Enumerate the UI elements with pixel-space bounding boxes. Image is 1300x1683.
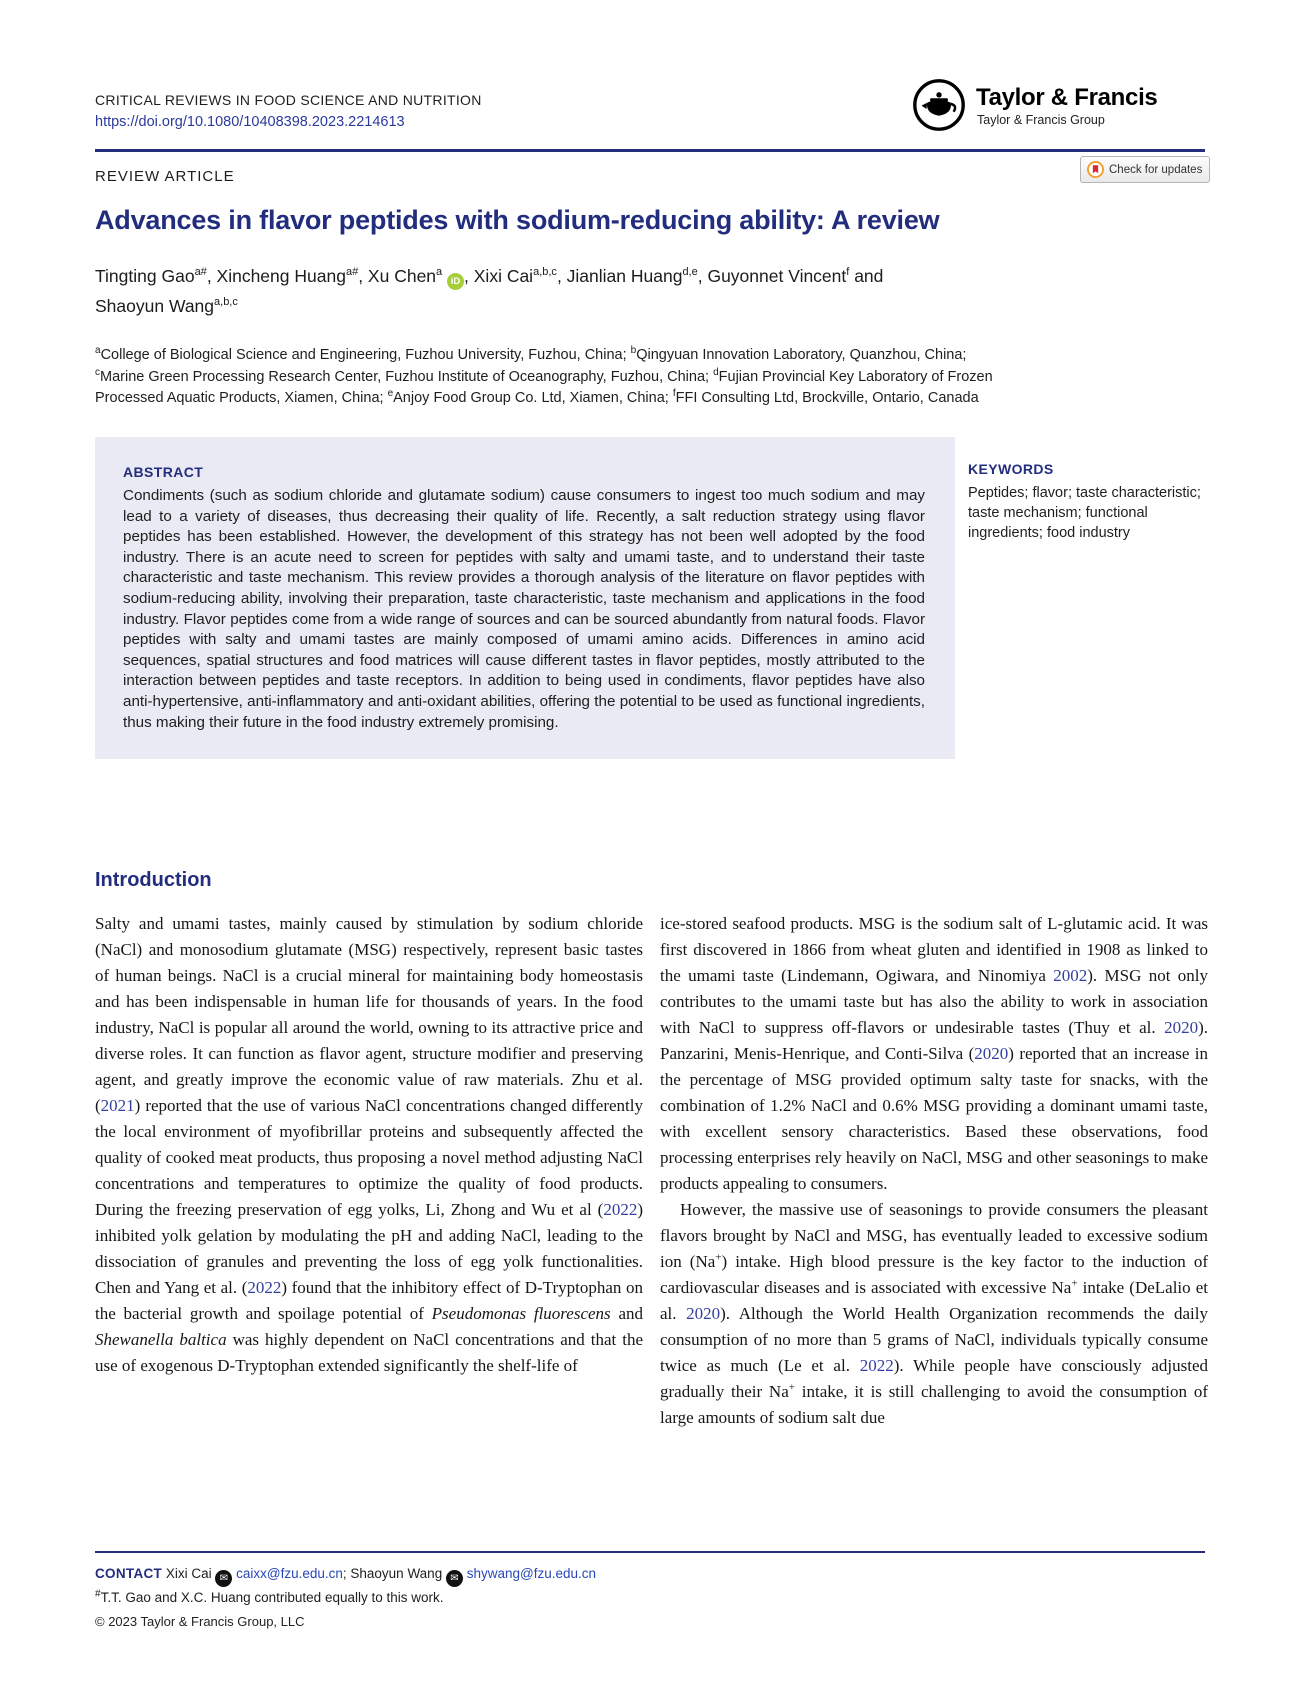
citation-panzarini-2020[interactable]: 2020 <box>974 1044 1009 1063</box>
text-segment: d,e <box>682 266 698 279</box>
email-link-caixx[interactable]: caixx@fzu.edu.cn <box>236 1566 343 1581</box>
text-segment: Fujian Provincial Key Laboratory of Frozen <box>718 368 993 385</box>
envelope-icon: ✉ <box>446 1570 463 1587</box>
paragraph <box>660 1197 1208 1431</box>
text-segment: ). MSG not only contributes to the umami taste but has also the ability to work in association with NaCl to suppress off-flavors or undesirable tastes (Thuy et al. <box>660 966 1208 1037</box>
text-segment: b <box>630 345 637 357</box>
affiliation-line <box>95 388 1215 410</box>
text-segment: + <box>1071 1277 1078 1290</box>
text-segment: , Guyonnet Vincent <box>697 266 847 286</box>
copyright-notice: © 2023 Taylor & Francis Group, LLC <box>95 1614 305 1629</box>
text-segment: ). Although the World Health Organization recommends the daily consumption of no more than 5 grams of NaCl, individuals typically consume twice as much (Le et al. <box>660 1304 1208 1375</box>
taylor-francis-logo <box>912 78 966 132</box>
body-column-left <box>95 911 643 1379</box>
text-segment: ; Shaoyun Wang <box>342 1566 446 1581</box>
text-segment: c <box>95 366 100 378</box>
citation-le-2022[interactable]: 2022 <box>859 1356 894 1375</box>
text-segment: College of Biological Science and Engineering, Fuzhou University, Fuzhou, China; <box>100 347 631 363</box>
check-for-updates-button[interactable] <box>1080 156 1210 183</box>
text-segment: f <box>846 266 850 279</box>
header-divider <box>95 149 1205 152</box>
author-list-line2 <box>95 296 1255 317</box>
citation-delalio-2020[interactable]: 2020 <box>686 1304 721 1323</box>
introduction-heading: Introduction <box>95 869 212 891</box>
author-list-line1 <box>95 266 1255 290</box>
keywords-label: KEYWORDS <box>968 461 1054 477</box>
text-segment: Tingting Gao <box>95 266 195 286</box>
keywords-text: Peptides; flavor; taste characteristic; taste mechanism; functional ingredients; food industry <box>968 485 1201 541</box>
text-segment: ice-stored seafood products. MSG is the sodium salt of L-glutamic acid. It was first discovered in 1866 from wheat gluten and identified in 1908 as linked to the umami taste (Lindemann, Ogiwara, and Ninomiya <box>660 914 1208 985</box>
page-title: Advances in flavor peptides with sodium-reducing ability: A review <box>95 205 940 235</box>
text-segment: , Jianlian Huang <box>556 266 683 286</box>
text-segment: a <box>436 266 443 279</box>
text-segment: ) reported that the use of various NaCl concentrations changed differently the local environment of myofibrillar proteins and subsequently affected the quality of cooked meat products, thus proposing a novel method adjusting NaCl concentrations and temperatures to optimize the quality of food products. During the freezing preservation of egg yolks, Li, Zhong and Wu et al ( <box>95 1096 643 1219</box>
article-type-label: REVIEW ARTICLE <box>95 168 235 185</box>
text-segment: e <box>387 388 394 400</box>
text-segment: ) inhibited yolk gelation by modulating the pH and adding NaCl, leading to the dissociation of granules and preventing the loss of egg yolk functionalities. Chen and Yang et al. ( <box>95 1200 643 1297</box>
affiliation-line <box>95 367 1215 389</box>
citation-thuy-2020[interactable]: 2020 <box>1164 1018 1199 1037</box>
text-segment: a# <box>345 266 359 279</box>
text-segment: ). While people have consciously adjusted gradually their Na <box>660 1356 1209 1401</box>
text-segment: ) found that the inhibitory effect of D-Tryptophan on the bacterial growth and spoilage potential of <box>95 1278 643 1323</box>
citation-zhu-2021[interactable]: 2021 <box>100 1096 135 1115</box>
text-segment: + <box>715 1251 722 1264</box>
journal-name: CRITICAL REVIEWS IN FOOD SCIENCE AND NUTRITION <box>95 92 482 108</box>
text-segment: Processed Aquatic Products, Xiamen, China; <box>95 390 388 406</box>
text-segment: Qingyuan Innovation Laboratory, Quanzhou, China; <box>636 347 967 363</box>
text-segment: and <box>610 1304 643 1323</box>
text-segment: was highly dependent on NaCl concentrations and that the use of exogenous D-Tryptophan extended significantly the shelf-life of <box>95 1330 643 1375</box>
text-segment: a# <box>194 266 207 279</box>
contact-label: CONTACT <box>95 1566 163 1581</box>
citation-li-2022[interactable]: 2022 <box>603 1200 638 1219</box>
abstract-text: Condiments (such as sodium chloride and glutamate sodium) cause consumers to ingest too much sodium and may lead to a variety of diseases, thus decreasing their quality of life. Recently, a salt reduction strategy using flavor peptides has been established. However, the development of this strategy has not been well adopted by the food industry. There is an acute need to screen for peptides with salty and umami taste, and to understand their taste characteristic and taste mechanism. This review provides a thorough analysis of the literature on flavor peptides with sodium-reducing ability, involving their preparation, taste characteristic, taste mechanism and applications in the food industry. Flavor peptides come from a wide range of sources and can be sourced abundantly from natural foods. Flavor peptides with salty and umami tastes are mainly composed of umami amino acids. Differences in amino acid sequences, spatial structures and food matrices will cause different tastes in flavor peptides, mostly attributed to the interaction between peptides and taste receptors. In addition to being used in condiments, flavor peptides have also anti-hypertensive, anti-inflammatory and anti-oxidant abilities, offering the potential to be used as functional ingredients, thus making their future in the food industry extremely promising. <box>123 487 925 731</box>
text-segment: However, the massive use of seasonings to provide consumers the pleasant flavors brought by NaCl and MSG, has eventually leaded to excessive sodium ion (Na <box>660 1200 1208 1271</box>
text-segment: a,b,c <box>214 296 238 309</box>
text-segment: d <box>713 366 719 378</box>
text-segment: Marine Green Processing Research Center, Fuzhou Institute of Oceanography, Fuzhou, China; <box>100 368 714 385</box>
text-segment: a <box>95 345 101 357</box>
text-segment: Xixi Cai <box>162 1566 216 1581</box>
text-segment: and <box>849 266 884 286</box>
text-segment: FFI Consulting Ltd, Brockville, Ontario, Canada <box>675 390 979 406</box>
text-segment: Shewanella baltica <box>95 1330 227 1349</box>
email-link-shywang[interactable]: shywang@fzu.edu.cn <box>466 1566 597 1581</box>
text-segment: , Xixi Cai <box>464 266 534 286</box>
envelope-icon: ✉ <box>215 1570 232 1587</box>
text-segment: Salty and umami tastes, mainly caused by stimulation by sodium chloride (NaCl) and monosodium glutamate (MSG) respectively, represent basic tastes of human beings. NaCl is a crucial mineral for maintaining body homeostasis and has been indispensable in human life for thousands of years. In the food industry, NaCl is popular all around the world, owning to its attractive price and diverse roles. It can function as flavor agent, structure modifier and preserving agent, and greatly improve the economic value of raw materials. Zhu et al. ( <box>95 914 643 1115</box>
text-segment: , Xu Chen <box>358 266 437 286</box>
check-for-updates-label: Check for updates <box>1109 163 1203 176</box>
affiliation-line <box>95 345 1215 367</box>
teapot-icon <box>912 78 966 132</box>
footer-divider <box>95 1551 1205 1553</box>
text-segment: , Xincheng Huang <box>206 266 346 286</box>
abstract-label: ABSTRACT <box>123 464 204 480</box>
abstract-section <box>95 437 955 759</box>
contact-line <box>95 1566 596 1587</box>
text-segment: + <box>788 1381 795 1394</box>
text-segment: Anjoy Food Group Co. Ltd, Xiamen, China; <box>393 390 673 406</box>
text-segment: Pseudomonas fluorescens <box>431 1304 611 1323</box>
text-segment: intake, it is still challenging to avoid the consumption of large amounts of sodium salt due <box>660 1382 1208 1427</box>
text-segment: Shaoyun Wang <box>95 296 215 316</box>
publisher-group-name: Taylor & Francis Group <box>977 113 1105 127</box>
keywords-section <box>968 461 1208 543</box>
crossmark-icon <box>1087 161 1104 178</box>
doi-link[interactable]: https://doi.org/10.1080/10408398.2023.2214613 <box>95 114 405 130</box>
equal-contribution-note <box>95 1590 444 1605</box>
publisher-name: Taylor & Francis <box>976 84 1158 111</box>
text-segment: ) intake. High blood pressure is the key factor to the induction of cardiovascular diseases and is associated with excessive Na <box>660 1252 1208 1297</box>
text-segment: ). Panzarini, Menis-Henrique, and Conti-Silva ( <box>660 1018 1208 1063</box>
text-segment: # <box>95 1588 101 1600</box>
text-segment: ) reported that an increase in the percentage of MSG provided optimum salty taste for snacks, with the combination of 1.2% NaCl and 0.6% MSG providing a dominant umami taste, with excellent sensory characteristics. Based these observations, food processing enterprises rely heavily on NaCl, MSG and other seasonings to make products appealing to consumers. <box>660 1044 1208 1193</box>
citation-chen-2022[interactable]: 2022 <box>247 1278 282 1297</box>
citation-lindemann-2002[interactable]: 2002 <box>1053 966 1088 985</box>
text-segment: f <box>672 388 676 400</box>
text-segment: intake (DeLalio et al. <box>660 1278 1209 1323</box>
orcid-icon: iD <box>447 273 464 290</box>
paragraph <box>660 911 1208 1197</box>
text-segment: a,b,c <box>533 266 557 279</box>
affiliations <box>95 345 1215 410</box>
text-segment: T.T. Gao and X.C. Huang contributed equally to this work. <box>100 1590 444 1605</box>
body-column-right <box>660 911 1208 1431</box>
